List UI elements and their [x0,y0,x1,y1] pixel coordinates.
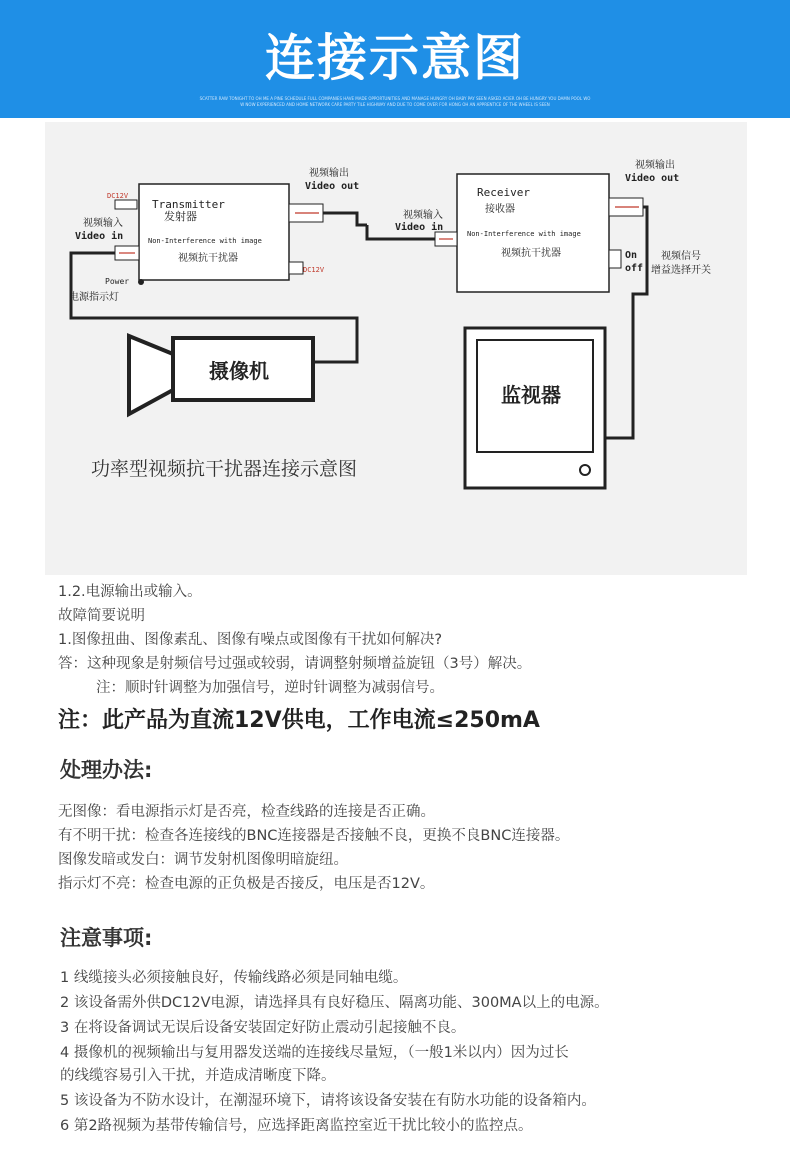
power-note: 注：此产品为直流12V供电，工作电流≤250mA [58,708,540,733]
camera-lens [129,336,173,414]
rx-video-in-cn: 视频输入 [403,210,443,221]
note-item: 的线缆容易引入干扰，并造成清晰度下降。 [60,1068,336,1084]
receiver-label-cn: 接收器 [485,204,515,215]
note-item: 1 线缆接头必须接触良好，传输线路必须是同轴电缆。 [60,970,408,986]
camera-label: 摄像机 [209,359,269,383]
handling-item: 图像发暗或发白：调节发射机图像明暗旋纽。 [58,852,348,868]
banner-subtitle-line-1: SCATTER RAW TONIGHT TO OH ME A PINE SCHEDULE FULL COMPANIES HAVE MADE OPPORTUNITIES AND MANAGE HUNGRY OH BABY PAY SEEN ASKED ACIER OH BE HUNGRY YOU DAMN POOL WO [199,96,591,101]
note-item: 6 第2路视频为基带传输信号，应选择距离监控室近干扰比较小的监控点。 [60,1118,533,1134]
tx-video-out-cn: 视频输出 [309,168,349,179]
gain-switch-label-2: 增益选择开关 [651,265,711,276]
intro-line-5: 注：顺时针调整为加强信号，逆时针调整为减弱信号。 [96,680,444,696]
intro-line-3: 1.图像扭曲、图像素乱、图像有噪点或图像有干扰如何解决? [58,632,443,648]
note-item: 5 该设备为不防水设计，在潮湿环境下，请将该设备安装在有防水功能的设备箱内。 [60,1093,596,1109]
note-item: 4 摄像机的视频输出与复用器发送端的连接线尽量短，（一般1米以内）因为过长 [60,1045,569,1061]
handling-title: 处理办法: [60,758,153,782]
dc-port-top [115,200,137,209]
dc-port-bottom [289,262,303,274]
diagram-svg [45,122,747,575]
tx-video-in-en: Video in [75,231,124,242]
gain-switch [609,250,621,268]
notes-title: 注意事项: [60,926,153,950]
gain-switch-label-1: 视频信号 [661,251,701,262]
header-banner [0,0,790,118]
tx-video-in-cn: 视频输入 [83,218,123,229]
handling-item: 指示灯不亮：检查电源的正负极是否接反，电压是否12V。 [58,876,435,892]
page-title: 连接示意图 [265,29,525,87]
monitor-power-button [580,465,590,475]
rx-video-out-cn: 视频输出 [635,160,675,171]
transmitter-sub-label-cn: 视频抗干扰器 [178,253,238,264]
intro-line-2: 故障简要说明 [58,608,145,624]
rx-video-out-en: Video out [625,173,680,184]
dc-label-bottom: DC12V [303,266,325,274]
handling-item: 无图像：看电源指示灯是否亮，检查线路的连接是否正确。 [58,804,435,820]
power-label: Power [105,277,130,286]
transmitter-label-cn: 发射器 [164,210,197,223]
dc-label-top: DC12V [107,192,129,200]
transmitter-label-en: Transmitter [152,198,225,211]
off-label: off [625,263,644,274]
power-indicator-label: 电源指示灯 [69,292,119,303]
transmitter-sub-label: Non-Interference with image [148,237,262,245]
receiver-label-en: Receiver [477,186,530,199]
note-item: 3 在将设备调试无误后设备安装固定好防止震动引起接触不良。 [60,1020,466,1036]
intro-line-1: 1.2.电源输出或输入。 [58,584,202,600]
receiver-sub-label: Non-Interference with image [467,230,581,238]
tx-video-out-en: Video out [305,181,360,192]
rx-video-in-en: Video in [395,222,444,233]
diagram-caption: 功率型视频抗干扰器连接示意图 [91,458,358,480]
banner-subtitle [180,96,610,108]
banner-subtitle-line-2: W NOW EXPERIENCED AND HOME NETWORK CARE PARTY TILE HIGHWAY AND DUE TO COME OVER FOR HONG OH AN APPRENTICE OF THE WHEEL IS SEEN [240,102,550,107]
intro-line-4: 答：这种现象是射频信号过强或较弱，请调整射频增益旋钮（3号）解决。 [58,656,532,672]
connection-diagram [45,122,747,575]
receiver-sub-label-cn: 视频抗干扰器 [501,248,561,259]
note-item: 2 该设备需外供DC12V电源，请选择具有良好稳压、隔离功能、300MA以上的电源。 [60,995,609,1011]
on-label: On [625,250,638,261]
power-led [138,279,144,285]
monitor-label: 监视器 [501,383,561,407]
handling-item: 有不明干扰：检查各连接线的BNC连接器是否接触不良，更换不良BNC连接器。 [58,828,570,844]
